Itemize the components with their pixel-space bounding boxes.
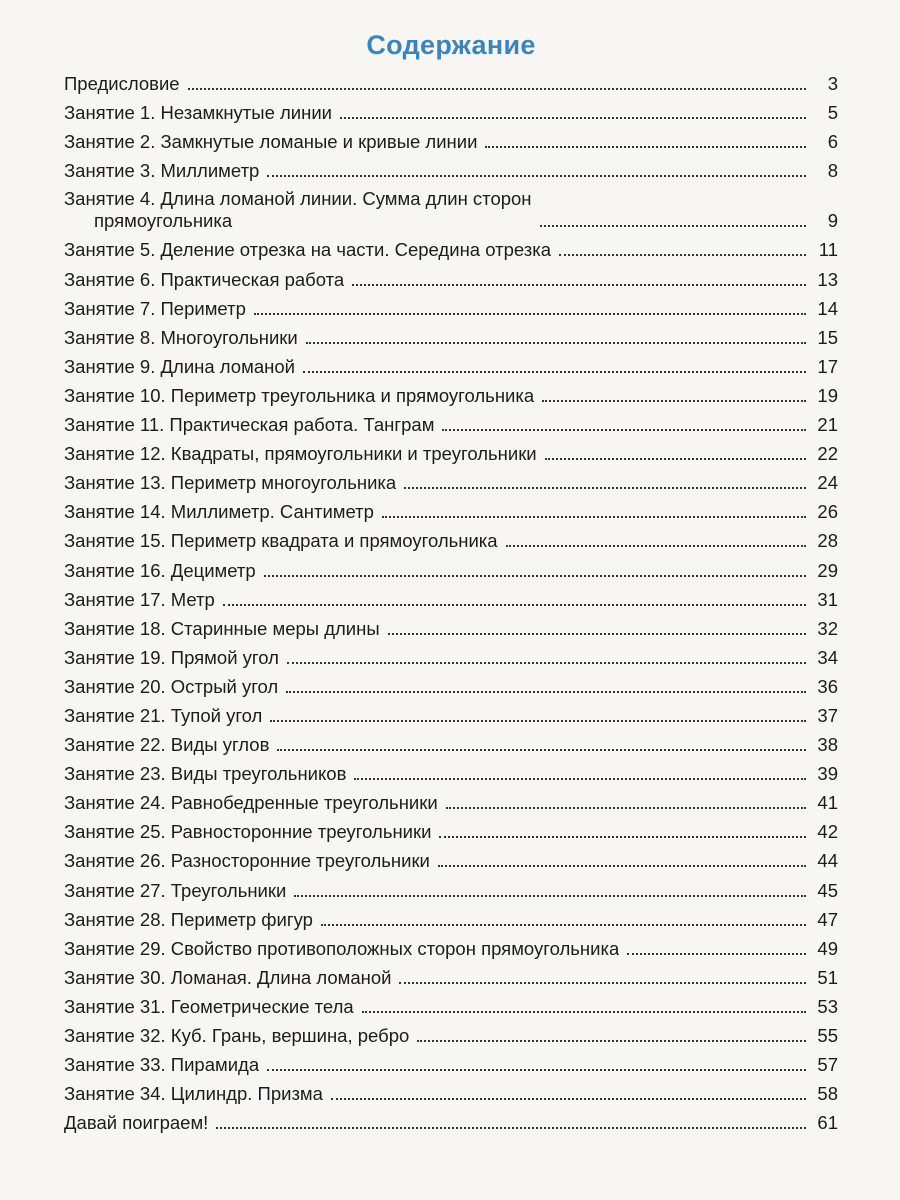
toc-entry-page-number: 6 <box>827 131 838 153</box>
toc-entry <box>64 407 838 436</box>
toc-entry-label: Занятие 8. Многоугольники <box>64 326 298 348</box>
dot-leader <box>442 428 806 431</box>
toc-entry-page-number: 31 <box>817 588 838 610</box>
toc-entry-page-number: 14 <box>817 297 838 319</box>
dot-leader <box>270 719 806 722</box>
toc-entry-page-number: 58 <box>817 1083 838 1105</box>
toc-entry <box>64 1105 838 1134</box>
dot-leader <box>340 116 806 119</box>
toc-entry-label: Занятие 3. Миллиметр <box>64 160 260 182</box>
toc-entry-label: Предисловие <box>64 73 180 95</box>
toc-entry-page-number: 24 <box>817 472 838 494</box>
dot-leader <box>545 457 806 460</box>
toc-entry-label: Занятие 18. Старинные меры длины <box>64 617 380 639</box>
dot-leader <box>388 632 806 635</box>
toc-list <box>64 66 838 1134</box>
toc-entry-page-number: 5 <box>827 102 838 124</box>
toc-entry-page-number: 44 <box>817 850 838 872</box>
dot-leader <box>399 981 806 984</box>
dot-leader <box>267 1068 806 1071</box>
toc-entry-label: Занятие 28. Периметр фигур <box>64 908 313 930</box>
toc-entry <box>64 66 838 95</box>
toc-entry-page-number: 34 <box>817 646 838 668</box>
toc-entry-page-number: 22 <box>817 443 838 465</box>
toc-entry-page-number: 32 <box>817 617 838 639</box>
toc-entry-label: Занятие 16. Дециметр <box>64 559 256 581</box>
dot-leader <box>286 690 806 693</box>
dot-leader <box>254 312 806 315</box>
toc-entry-page-number: 47 <box>817 908 838 930</box>
toc-entry-label: Занятие 31. Геометрические тела <box>64 995 354 1017</box>
toc-entry-label: Занятие 19. Прямой угол <box>64 646 279 668</box>
toc-entry-page-number: 19 <box>817 384 838 406</box>
toc-entry-page-number: 26 <box>817 501 838 523</box>
toc-entry <box>64 698 838 727</box>
toc-entry <box>64 1047 838 1076</box>
dot-leader <box>223 603 806 606</box>
toc-entry-page-number: 38 <box>817 734 838 756</box>
toc-entry-label: Занятие 6. Практическая работа <box>64 268 345 290</box>
toc-entry <box>64 843 838 872</box>
toc-entry-page-number: 51 <box>817 966 838 988</box>
dot-leader <box>331 1097 806 1100</box>
toc-entry <box>64 124 838 153</box>
toc-entry-label: Занятие 15. Периметр квадрата и прямоугольника <box>64 530 498 552</box>
dot-leader <box>303 370 806 373</box>
dot-leader <box>354 777 806 780</box>
toc-entry <box>64 582 838 611</box>
dot-leader <box>294 894 806 897</box>
toc-entry-page-number: 41 <box>817 792 838 814</box>
dot-leader <box>439 835 806 838</box>
toc-entry <box>64 727 838 756</box>
dot-leader <box>277 748 806 751</box>
toc-entry-page-number: 42 <box>817 821 838 843</box>
toc-entry-label: Занятие 30. Ломаная. Длина ломаной <box>64 966 392 988</box>
toc-entry <box>64 465 838 494</box>
toc-entry <box>64 95 838 124</box>
toc-entry <box>64 436 838 465</box>
toc-entry-page-number: 37 <box>817 704 838 726</box>
toc-entry-page-number: 61 <box>817 1112 838 1134</box>
toc-entry-label: Занятие 9. Длина ломаной <box>64 355 295 377</box>
toc-entry-label: Занятие 33. Пирамида <box>64 1054 260 1076</box>
toc-entry <box>64 640 838 669</box>
toc-entry <box>64 153 838 182</box>
toc-entry-page-number: 15 <box>817 326 838 348</box>
toc-entry-label: Занятие 5. Деление отрезка на части. Середина отрезка <box>64 239 552 261</box>
dot-leader <box>485 145 806 148</box>
toc-entry-label: Занятие 27. Треугольники <box>64 879 287 901</box>
toc-entry <box>64 814 838 843</box>
toc-entry-page-number: 3 <box>827 73 838 95</box>
toc-entry-page-number: 29 <box>817 559 838 581</box>
dot-leader <box>404 486 806 489</box>
toc-entry-page-number: 39 <box>817 763 838 785</box>
toc-entry-page-number: 45 <box>817 879 838 901</box>
toc-entry-label: Занятие 12. Квадраты, прямоугольники и треугольники <box>64 443 537 465</box>
toc-entry-label: Занятие 7. Периметр <box>64 297 246 319</box>
dot-leader <box>542 399 806 402</box>
toc-entry-label: Занятие 20. Острый угол <box>64 675 279 697</box>
toc-entry-page-number: 55 <box>817 1025 838 1046</box>
toc-entry-label: Занятие 26. Разносторонние треугольники <box>64 850 430 872</box>
toc-entry-label-line2: прямоугольника <box>94 210 233 232</box>
toc-entry <box>64 378 838 407</box>
toc-entry-label: Занятие 32. Куб. Грань, вершина, ребро <box>64 1025 410 1046</box>
dot-leader <box>216 1126 806 1129</box>
toc-entry <box>64 494 838 523</box>
toc-entry-page-number: 36 <box>817 675 838 697</box>
toc-entry-label: Занятие 23. Виды треугольников <box>64 763 347 785</box>
dot-leader <box>540 224 806 227</box>
toc-entry <box>64 523 838 552</box>
toc-entry-label: Занятие 11. Практическая работа. Танграм <box>64 414 435 436</box>
toc-entry-label: Занятие 29. Свойство противоположных сторон прямоугольника <box>64 937 620 959</box>
toc-entry-page-number: 8 <box>827 160 838 182</box>
dot-leader <box>264 574 806 577</box>
dot-leader <box>352 283 806 286</box>
toc-entry-page-number: 53 <box>817 995 838 1017</box>
toc-entry <box>64 989 838 1018</box>
toc-entry <box>64 320 838 349</box>
toc-entry-page-number: 11 <box>818 239 838 261</box>
toc-entry <box>64 756 838 785</box>
dot-leader <box>362 1010 806 1013</box>
toc-entry <box>64 931 838 960</box>
dot-leader <box>287 661 806 664</box>
dot-leader <box>559 253 806 256</box>
toc-entry <box>64 872 838 901</box>
dot-leader <box>506 544 806 547</box>
toc-entry-label: Занятие 17. Метр <box>64 588 215 610</box>
toc-entry <box>64 261 838 290</box>
toc-entry-page-number: 17 <box>817 355 838 377</box>
toc-entry <box>64 291 838 320</box>
toc-entry-page-number: 28 <box>817 530 838 552</box>
toc-entry-label: Занятие 10. Периметр треугольника и прямоугольника <box>64 384 535 406</box>
toc-entry <box>64 611 838 640</box>
toc-entry <box>64 182 838 232</box>
toc-entry-page-number: 49 <box>817 937 838 959</box>
dot-leader <box>306 341 806 344</box>
page-title: Содержание <box>366 30 536 60</box>
toc-entry <box>64 960 838 989</box>
toc-entry <box>64 552 838 581</box>
toc-entry-label: Занятие 34. Цилиндр. Призма <box>64 1083 323 1105</box>
toc-entry <box>64 785 838 814</box>
dot-leader <box>321 923 806 926</box>
toc-entry-label-line1: Занятие 4. Длина ломаной линии. Сумма длин сторон <box>64 188 532 210</box>
toc-entry-page-number: 13 <box>817 268 838 290</box>
toc-entry-label: Занятие 21. Тупой угол <box>64 704 263 726</box>
toc-entry-page-number: 57 <box>817 1054 838 1076</box>
toc-entry <box>64 349 838 378</box>
toc-entry <box>64 1076 838 1105</box>
toc-entry-page-number: 21 <box>817 414 838 436</box>
toc-entry <box>64 902 838 931</box>
toc-entry-label: Давай поиграем! <box>64 1112 209 1134</box>
toc-entry-label: Занятие 1. Незамкнутые линии <box>64 102 333 124</box>
dot-leader <box>382 515 806 518</box>
toc-entry-label: Занятие 22. Виды углов <box>64 734 270 756</box>
toc-entry <box>64 1018 838 1047</box>
toc-entry <box>64 232 838 261</box>
toc-entry <box>64 669 838 698</box>
dot-leader <box>267 174 806 177</box>
toc-entry-label: Занятие 13. Периметр многоугольника <box>64 472 397 494</box>
dot-leader <box>446 806 806 809</box>
toc-entry-label: Занятие 2. Замкнутые ломаные и кривые линии <box>64 131 478 153</box>
dot-leader <box>438 864 806 867</box>
toc-entry-label: Занятие 14. Миллиметр. Сантиметр <box>64 501 374 523</box>
toc-entry-label: Занятие 24. Равнобедренные треугольники <box>64 792 438 814</box>
dot-leader <box>417 1039 806 1042</box>
dot-leader <box>627 952 806 955</box>
toc-entry-label: Занятие 25. Равносторонние треугольники <box>64 821 432 843</box>
toc-entry-page-number: 9 <box>827 210 838 232</box>
toc-entry-label <box>64 188 532 232</box>
dot-leader <box>188 87 806 90</box>
